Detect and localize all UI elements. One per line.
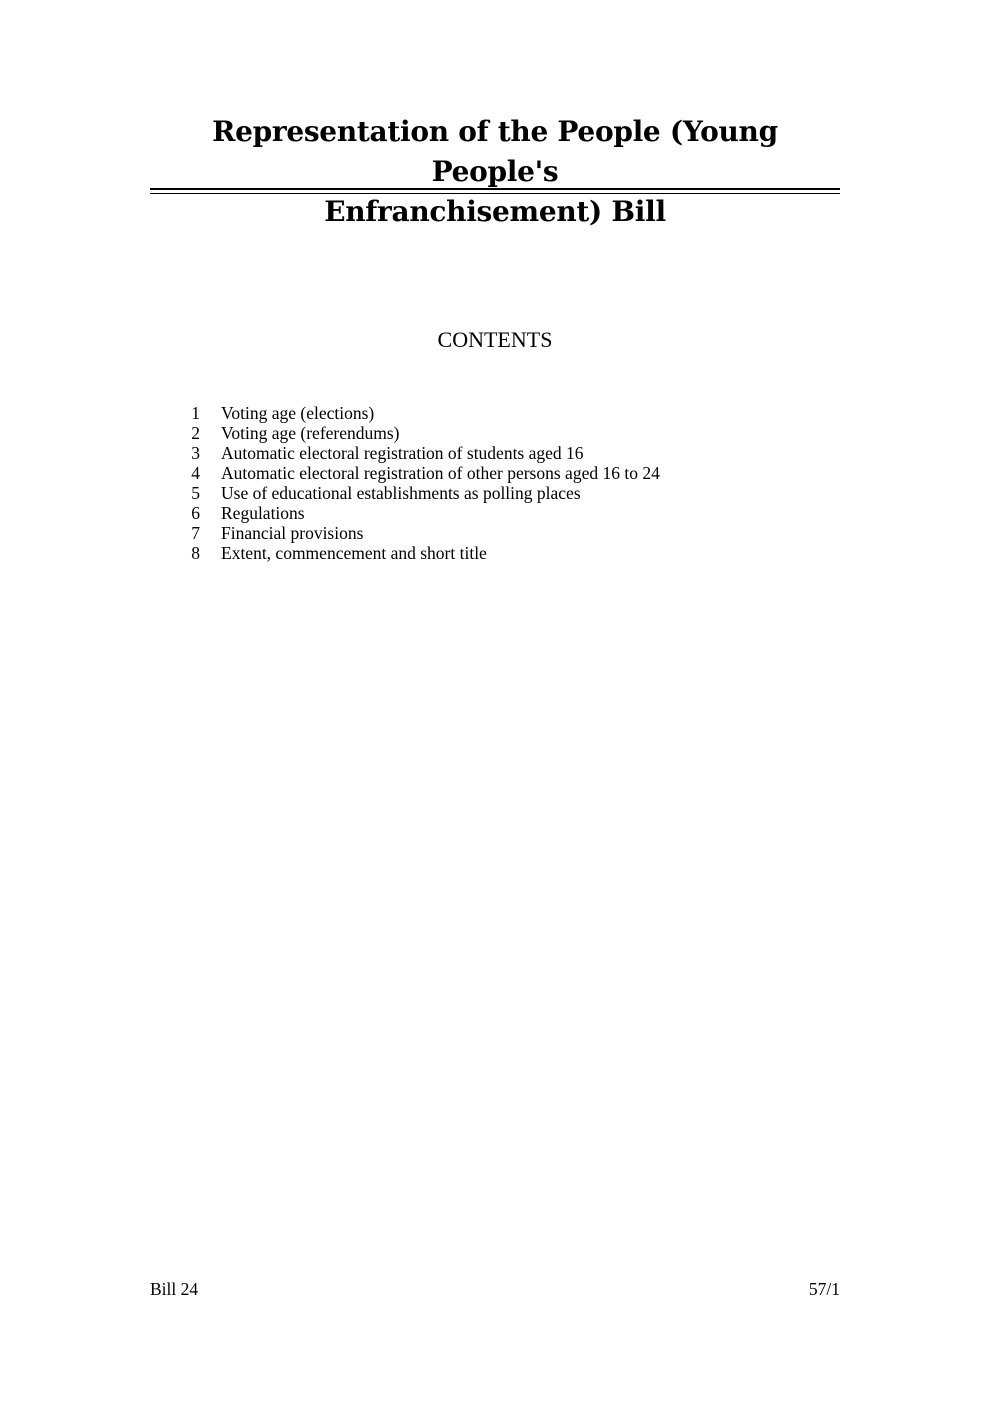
toc-item xyxy=(180,423,660,443)
toc-item xyxy=(180,483,660,503)
print-reference-footer: 57/1 xyxy=(808,1279,840,1299)
toc-item-text: Regulations xyxy=(221,503,305,523)
toc-item-number: 3 xyxy=(191,443,200,463)
toc-item-text: Use of educational establishments as polling places xyxy=(221,483,581,503)
toc-item xyxy=(180,443,660,463)
toc-item-text: Voting age (referendums) xyxy=(221,423,400,443)
title-rule-thick xyxy=(150,188,840,190)
bill-title-line-1: Representation of the People (Young People's xyxy=(212,115,778,188)
bill-title-line-2: Enfranchisement) Bill xyxy=(324,195,666,228)
contents-heading: CONTENTS xyxy=(437,327,553,352)
table-of-contents xyxy=(180,403,660,563)
toc-item-text: Extent, commencement and short title xyxy=(221,543,487,563)
toc-item-number: 5 xyxy=(191,483,200,503)
toc-item-number: 7 xyxy=(191,523,200,543)
bill-title xyxy=(150,112,840,232)
toc-item xyxy=(180,503,660,523)
toc-item-text: Voting age (elections) xyxy=(221,403,375,423)
title-rule-thin xyxy=(150,193,840,194)
toc-item xyxy=(180,463,660,483)
bill-number-footer: Bill 24 xyxy=(150,1279,199,1299)
toc-item xyxy=(180,523,660,543)
toc-item-number: 8 xyxy=(191,543,200,563)
toc-item-text: Automatic electoral registration of students aged 16 xyxy=(221,443,584,463)
toc-item-number: 1 xyxy=(191,403,200,423)
toc-item xyxy=(180,543,660,563)
toc-item-text: Financial provisions xyxy=(221,523,364,543)
toc-item-text: Automatic electoral registration of other persons aged 16 to 24 xyxy=(221,463,660,483)
toc-item-number: 4 xyxy=(191,463,200,483)
toc-item-number: 6 xyxy=(191,503,200,523)
toc-item xyxy=(180,403,660,423)
toc-item-number: 2 xyxy=(191,423,200,443)
